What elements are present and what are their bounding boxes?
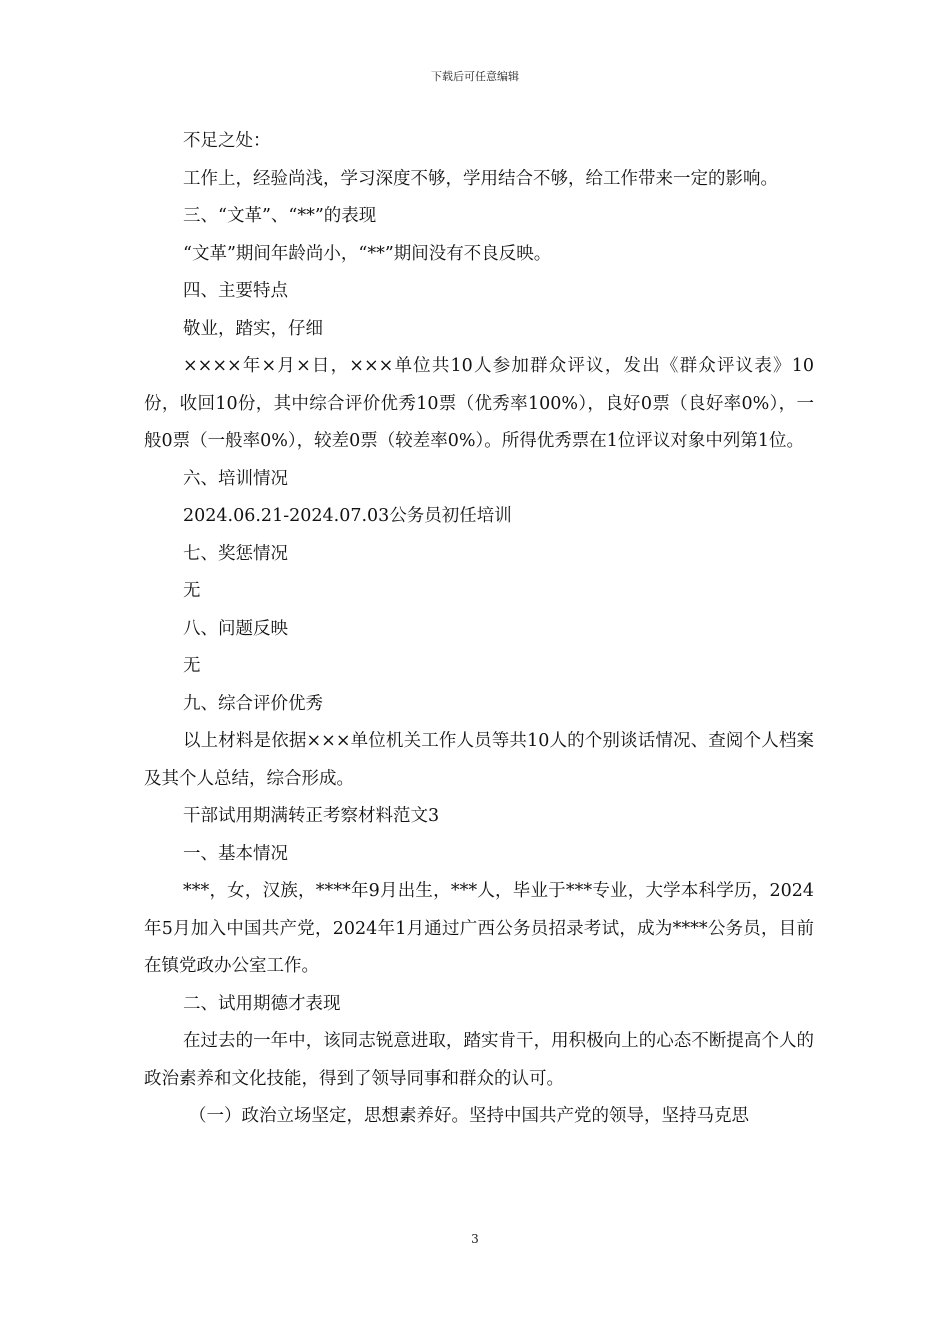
- paragraph-rewards: 无: [183, 581, 201, 601]
- paragraph-public-evaluation: ××××年×月×日，×××单位共10人参加群众评议，发出《群众评议表》10份，收回10份，其中综合评价优秀10票（优秀率100%），良好0票（良好率0%），一般0票（一般率0%），较差0票（较差率0%）。所得优秀票在1位评议对象中列第1位。: [144, 356, 814, 451]
- section-heading-rewards: 七、奖惩情况: [183, 543, 288, 564]
- paragraph-cultural-revolution: “文革”期间年龄尚小，“**”期间没有不良反映。: [183, 243, 552, 264]
- paragraph-main-traits: 敬业，踏实，仔细: [183, 318, 323, 339]
- section-heading-probation-performance: 二、试用期德才表现: [183, 993, 341, 1014]
- paragraph-issues: 无: [183, 656, 201, 676]
- paragraph-training: 2024.06.21-2024.07.03公务员初任培训: [183, 506, 512, 526]
- paragraph-probation-performance: 在过去的一年中，该同志锐意进取，踏实肯干，用积极向上的心态不断提高个人的政治素养和文化技能，得到了领导同事和群众的认可。: [144, 1031, 814, 1089]
- page-header: 下载后可任意编辑: [431, 70, 519, 83]
- section-heading-issues: 八、问题反映: [183, 618, 288, 639]
- page-number: 3: [471, 1232, 479, 1246]
- paragraph-shortcomings-heading: 不足之处：: [183, 131, 271, 151]
- section-heading-overall-evaluation: 九、综合评价优秀: [183, 693, 323, 714]
- section-heading-cultural-revolution: 三、“文革”、“**”的表现: [183, 206, 377, 226]
- article-title-sample-3: 干部试用期满转正考察材料范文3: [183, 806, 440, 826]
- section-heading-training: 六、培训情况: [183, 468, 288, 489]
- paragraph-shortcomings-text: 工作上，经验尚浅，学习深度不够，学用结合不够，给工作带来一定的影响。: [183, 168, 778, 189]
- paragraph-basic-info: ***，女，汉族，****年9月出生，***人，毕业于***专业，大学本科学历，2024年5月加入中国共产党，2024年1月通过广西公务员招录考试，成为****公务员，目前在镇党政办公室工作。: [144, 881, 814, 976]
- section-heading-basic-info: 一、基本情况: [183, 843, 288, 864]
- paragraph-political-stance: （一）政治立场坚定，思想素养好。坚持中国共产党的领导，坚持马克思: [189, 1106, 749, 1126]
- paragraph-material-basis: 以上材料是依据×××单位机关工作人员等共10人的个别谈话情况、查阅个人档案及其个人总结，综合形成。: [144, 731, 814, 789]
- section-heading-main-traits: 四、主要特点: [183, 281, 288, 301]
- document-body: [144, 123, 814, 1136]
